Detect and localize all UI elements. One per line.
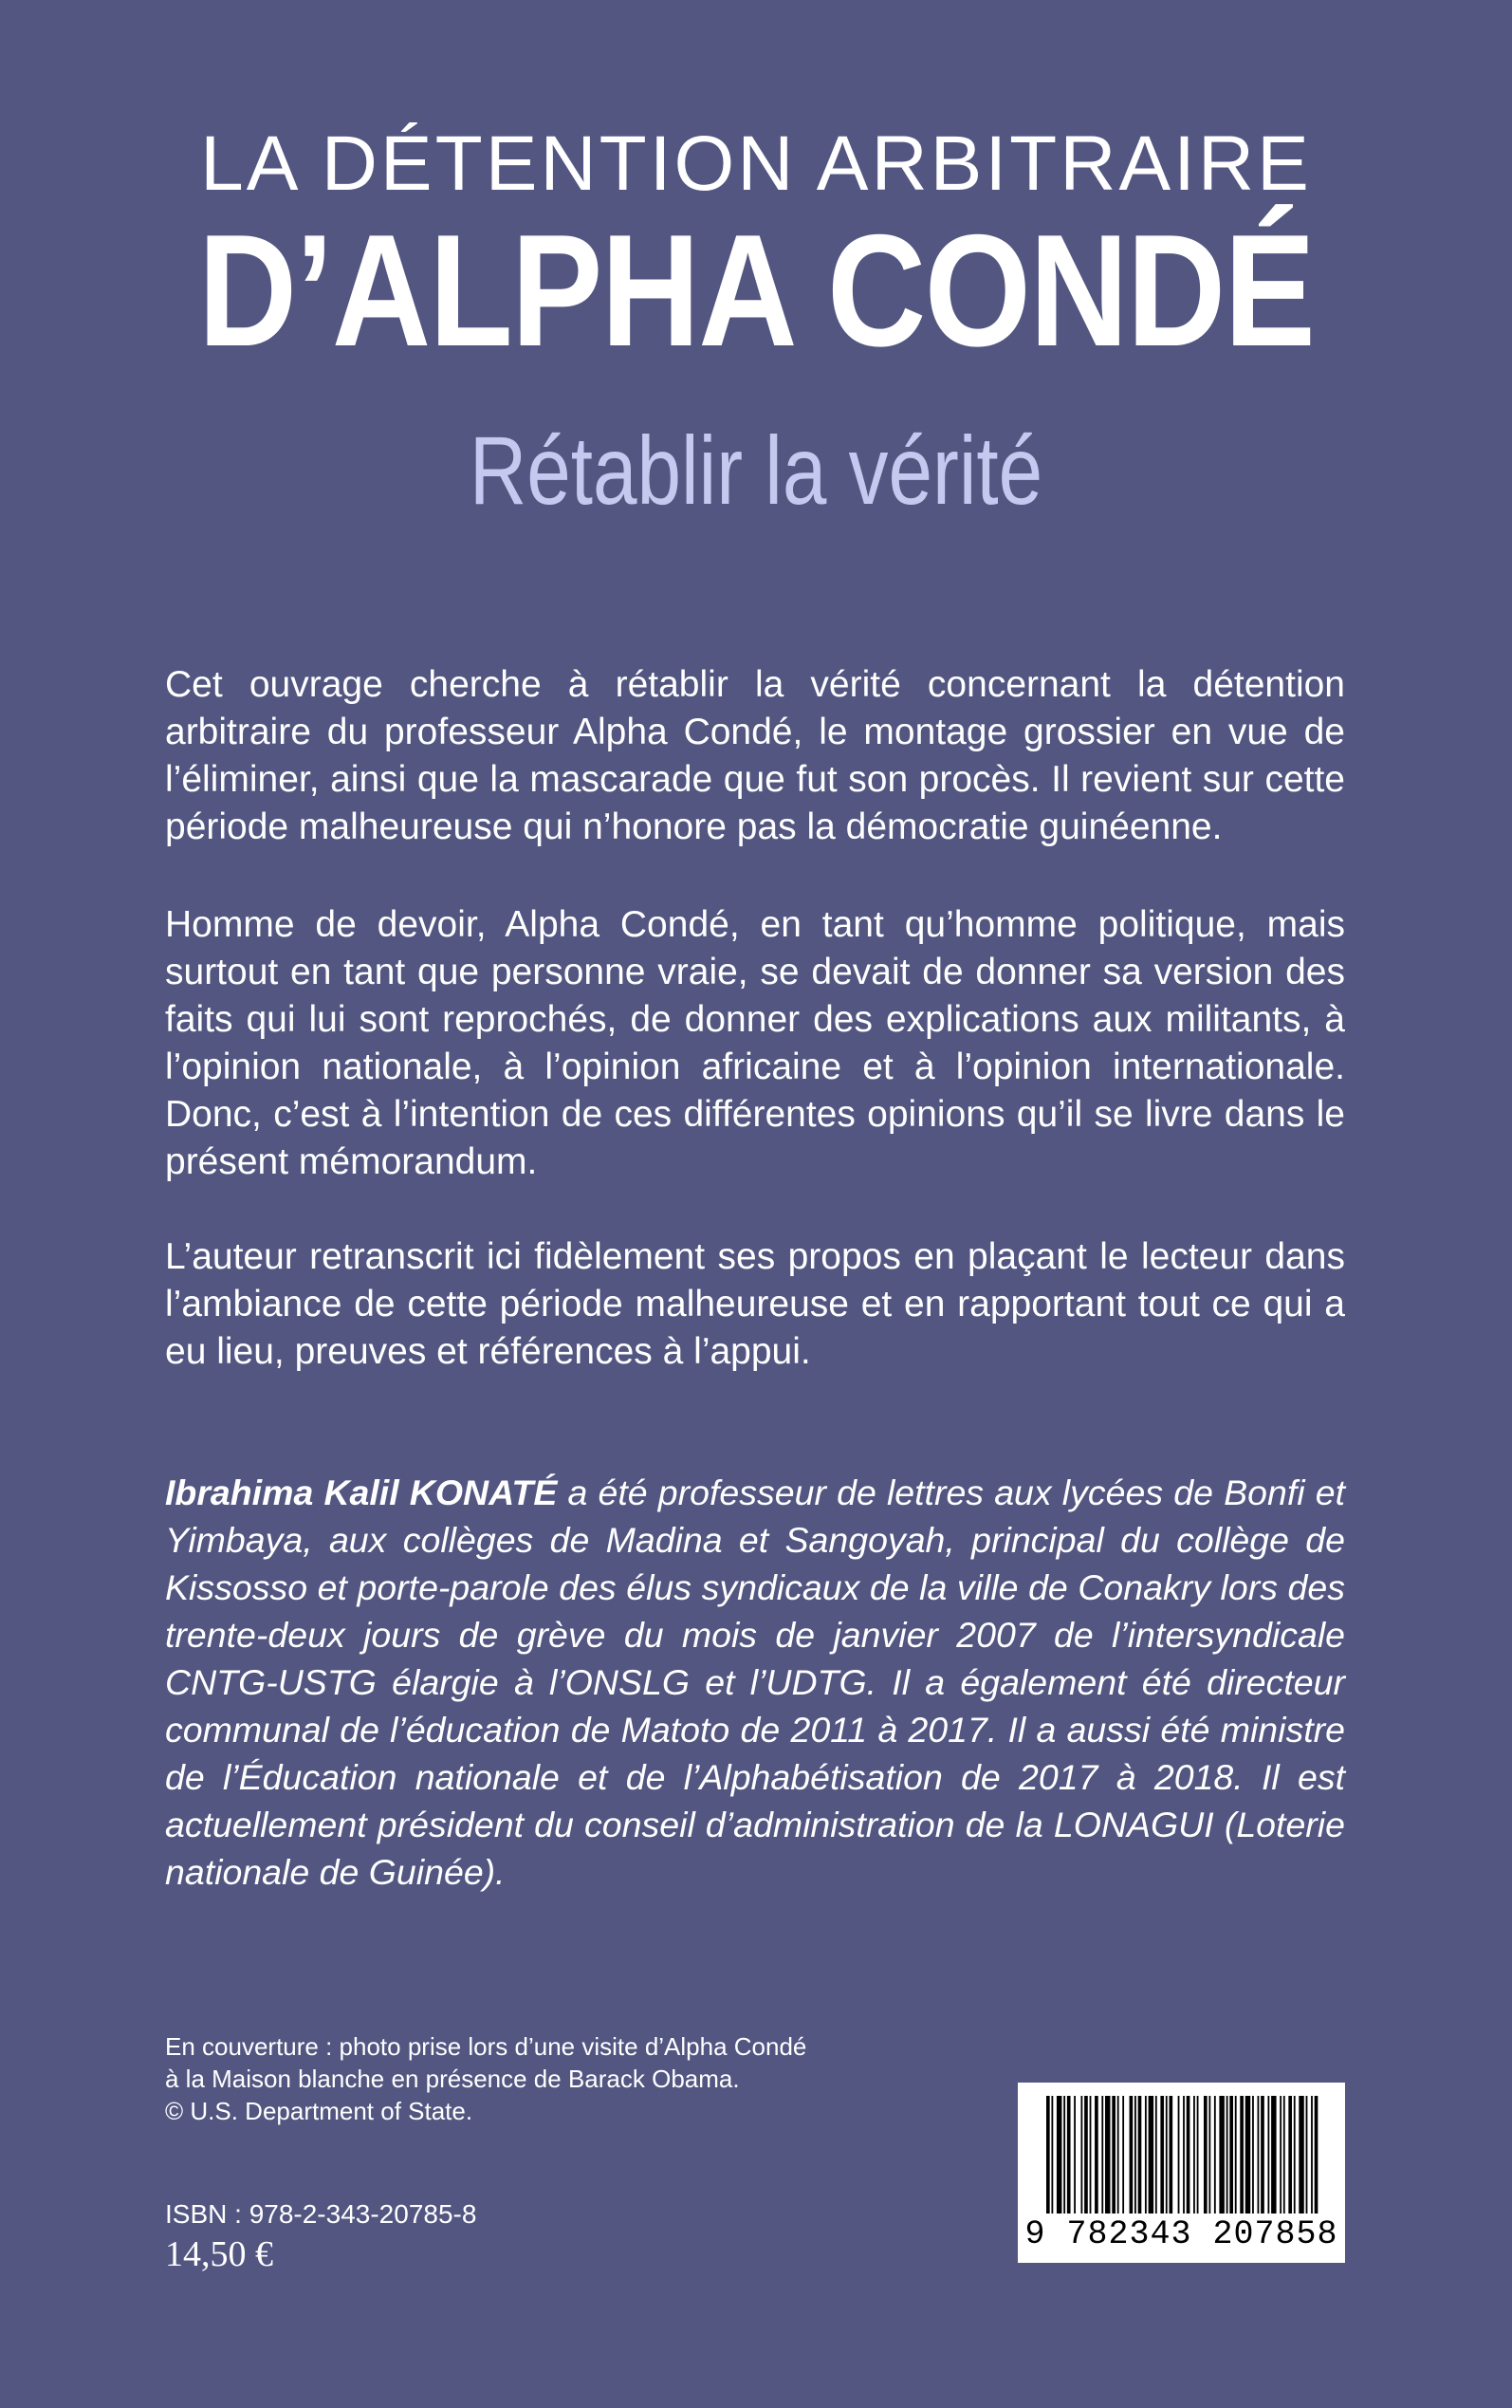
barcode-bar [1138, 2096, 1142, 2214]
barcode-bar [1130, 2096, 1134, 2214]
barcode-bar [1178, 2096, 1180, 2214]
barcode-digits: 9 782343 207858 [1024, 2215, 1338, 2253]
barcode-bar [1240, 2096, 1244, 2214]
cover-photo-credit [165, 2030, 886, 2127]
barcode-bar [1046, 2096, 1050, 2214]
barcode-bar [1288, 2096, 1292, 2214]
summary-paragraph-2: Homme de devoir, Alpha Condé, en tant qu’homme politique, mais surtout en tant que personne vraie, se devait de donner sa version des faits qui lui sont reprochés, de donner des explications aux militants, à l’opinion nationale, à l’opinion africaine et à l’opinion internationale. Donc, c’est à l’intention de ces différentes opinions qu’il se livre dans le présent mémorandum. [165, 904, 1345, 1182]
barcode-bar [1117, 2096, 1119, 2214]
barcode-bar [1187, 2096, 1190, 2214]
barcode-bar [1226, 2096, 1228, 2214]
barcode-bar [1283, 2096, 1285, 2214]
credit-line-2: à la Maison blanche en présence de Barack Obama. [165, 2065, 740, 2093]
author-bio-text: a été professeur de lettres aux lycées de Bonfi et Yimbaya, aux collèges de Madina et Sangoyah, principal du collège de Kissosso et porte-parole des élus syndicaux de la ville de Conakry lors des trente-deux jours de grève du mois de janvier 2007 de l’intersyndicale CNTG-USTG élargie à l’ONSLG et l’UDTG. Il a également été directeur communal de l’éducation de Matoto de 2011 à 2017. Il a aussi été ministre de l’Éducation nationale et de l’Alphabétisation de 2017 à 2018. Il est actuellement président du conseil d’administration de la LONAGUI (Loterie nationale de Guinée). [165, 1473, 1345, 1892]
barcode-bar [1122, 2096, 1124, 2214]
barcode-bar [1105, 2096, 1110, 2214]
barcode-bar [1057, 2096, 1061, 2214]
barcode-bar [1280, 2096, 1282, 2214]
summary-paragraph-3: L’auteur retranscrit ici fidèlement ses propos en plaçant le lecteur dans l’ambiance de cette période malheureuse et en rapportant tout ce qui a eu lieu, preuves et références à l’appui. [165, 1236, 1345, 1372]
barcode-bar [1090, 2096, 1092, 2214]
summary-paragraph-1: Cet ouvrage cherche à rétablir la vérité concernant la détention arbitraire du professeur Alpha Condé, le montage grossier en vue de l’éliminer, ainsi que la mascarade que fut son procès. Il revient sur cette période malheureuse qui n’honore pas la démocratie guinéenne. [165, 664, 1345, 847]
barcode-bar [1315, 2096, 1318, 2214]
barcode-bar [1155, 2096, 1157, 2214]
barcode-bar [1252, 2096, 1254, 2214]
barcode-bar [1095, 2096, 1098, 2214]
barcode-bar [1258, 2096, 1260, 2214]
subtitle: Rétablir la vérité [469, 417, 1043, 525]
barcode-bar [1271, 2096, 1276, 2214]
author-name: Ibrahima Kalil KONATÉ [165, 1473, 558, 1512]
barcode-bar [1267, 2096, 1269, 2214]
barcode-bar [1183, 2096, 1185, 2214]
barcode-bar [1134, 2096, 1136, 2214]
barcode-bar [1074, 2096, 1076, 2214]
isbn: ISBN : 978-2-343-20785-8 [165, 2199, 477, 2229]
title-line-2: D’ALPHA CONDÉ [197, 201, 1315, 380]
barcode-bar [1311, 2096, 1313, 2214]
barcode-bar [1299, 2096, 1303, 2214]
barcode [1018, 2083, 1345, 2263]
barcode-bar [1193, 2096, 1195, 2214]
barcode-bar [1170, 2096, 1173, 2214]
price: 14,50 € [165, 2234, 273, 2274]
barcode-bar [1229, 2096, 1233, 2214]
barcode-bar [1063, 2096, 1065, 2214]
barcode-bar [1294, 2096, 1296, 2214]
barcode-bar [1149, 2096, 1153, 2214]
barcode-bar [1261, 2096, 1264, 2214]
barcode-bars [1046, 2096, 1321, 2214]
barcode-bar [1112, 2096, 1116, 2214]
barcode-bar [1084, 2096, 1088, 2214]
barcode-bar [1101, 2096, 1103, 2214]
barcode-bar [1204, 2096, 1208, 2214]
barcode-bar [1219, 2096, 1224, 2214]
credit-line-1: En couverture : photo prise lors d’une visite d’Alpha Condé [165, 2032, 807, 2061]
barcode-bar [1208, 2096, 1210, 2214]
barcode-bar [1235, 2096, 1237, 2214]
barcode-bar [1306, 2096, 1308, 2214]
credit-line-3: © U.S. Department of State. [165, 2097, 473, 2125]
barcode-bar [1051, 2096, 1053, 2214]
barcode-bar [1245, 2096, 1250, 2214]
author-bio [165, 1469, 1345, 1896]
barcode-bar [1067, 2096, 1071, 2214]
barcode-bar [1214, 2096, 1216, 2214]
barcode-bar [1145, 2096, 1147, 2214]
title-line-1: LA DÉTENTION ARBITRAIRE [200, 120, 1312, 207]
barcode-bar [1160, 2096, 1164, 2214]
barcode-bar [1197, 2096, 1199, 2214]
barcode-bar [1166, 2096, 1168, 2214]
barcode-bar [1080, 2096, 1082, 2214]
